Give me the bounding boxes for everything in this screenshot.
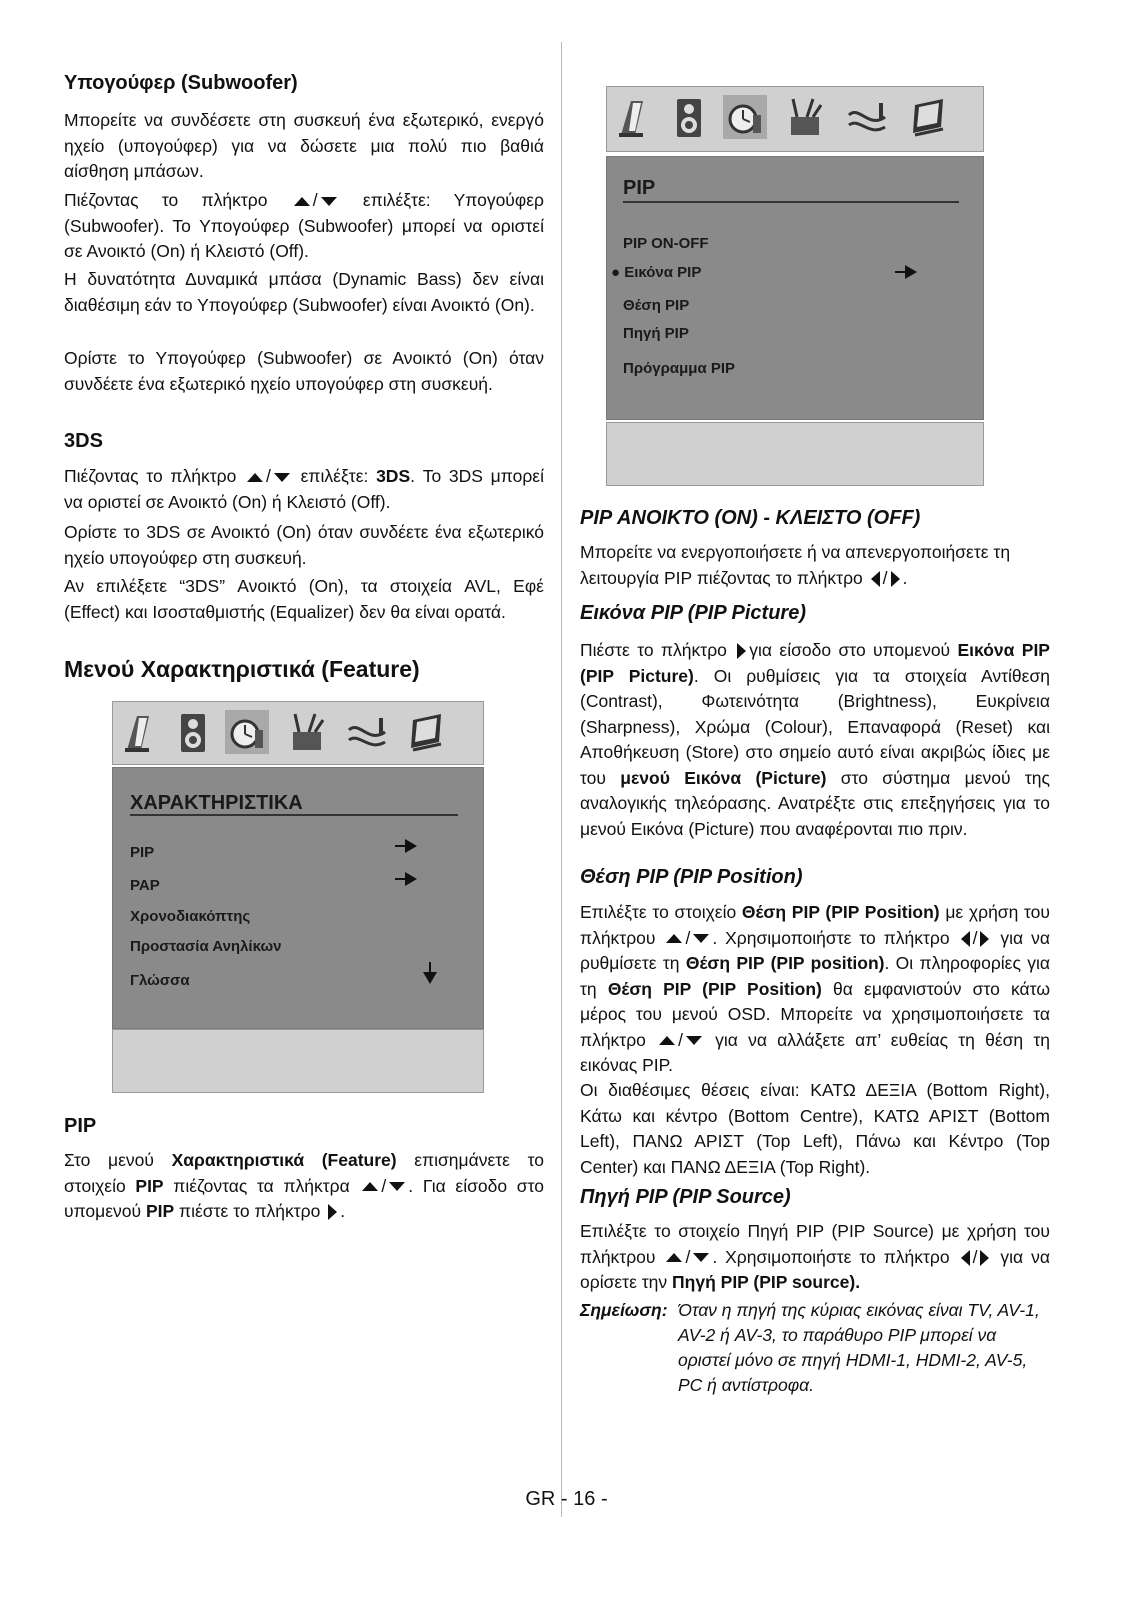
feature-menu-item-parental[interactable]: Προστασία Ανηλίκων — [130, 938, 282, 955]
speaker-icon — [171, 710, 215, 754]
right-arrow-icon — [891, 571, 900, 587]
pip-heading: PIP — [64, 1115, 97, 1137]
pip-menu-item-program[interactable]: Πρόγραμμα PIP — [623, 360, 736, 377]
subwoofer-heading: Υπογούφερ (Subwoofer) — [64, 72, 298, 94]
feature-osd-title: ΧΑΡΑΚΤΗΡΙΣΤΙΚΑ — [130, 792, 303, 814]
feature-menu-item-language[interactable]: Γλώσσα — [130, 972, 190, 989]
osd-footer-bar — [606, 422, 984, 486]
cables-icon — [345, 710, 389, 754]
up-arrow-icon — [666, 1253, 682, 1262]
osd-title-rule — [623, 201, 959, 203]
clock-feature-icon — [723, 95, 767, 139]
down-arrow-icon — [693, 934, 709, 943]
right-arrow-icon — [395, 871, 417, 887]
osd-title-rule — [130, 814, 458, 816]
down-arrow-icon — [321, 197, 337, 206]
up-arrow-icon — [659, 1036, 675, 1045]
3ds-para-3: Αν επιλέξετε “3DS” Ανοικτό (On), τα στοιχεία AVL, Εφέ (Effect) και Ισοσταθμιστής (Equalizer) δεν θα είναι ορατά. — [64, 576, 544, 622]
right-arrow-icon — [395, 838, 417, 854]
down-arrow-icon — [389, 1182, 405, 1191]
pip-position-heading: Θέση PIP (PIP Position) — [580, 866, 803, 888]
pip-menu-item-onoff[interactable]: PIP ON-OFF — [623, 235, 709, 252]
cables-icon — [845, 95, 889, 139]
subwoofer-para-4: Ορίστε το Υπογούφερ (Subwoofer) σε Ανοικτό (On) όταν συνδέετε ένα εξωτερικό ηχείο υπογούφερ στη συσκευή. — [64, 348, 544, 394]
pip-picture-para: Πιέστε το πλήκτρο για είσοδο στο υπομενού Εικόνα PIP (PIP Picture). Οι ρυθμίσεις για τα στοιχεία Αντίθεση (Contrast), Φωτεινότητα (Brightness), Ευκρίνεια (Sharpness), Χρώμα (Colour), Επαναφορά (Reset) και Αποθήκευση (Store) στο σημείο αυτό είναι ακριβώς ίδιες με του μενού Εικόνα (Picture) στο σύστημα μενού της αναλογικής τηλεόρασης. Ανατρέξτε στις επεξηγήσεις για το μενού Εικόνα (Picture) που αναφέρονται πιο πριν. — [580, 640, 1050, 839]
down-arrow-icon — [686, 1036, 702, 1045]
subwoofer-para-1: Μπορείτε να συνδέσετε στη συσκευή ένα εξωτερικό, ενεργό ηχείο (υπογούφερ) για να δώσετε μια πολύ πιο βαθιά αίσθηση μπάσων. — [64, 110, 544, 181]
left-arrow-icon — [961, 1250, 970, 1266]
up-arrow-icon — [362, 1182, 378, 1191]
pip-menu-item-position[interactable]: Θέση PIP — [623, 297, 690, 314]
tv-source-icon — [405, 710, 449, 754]
up-arrow-icon — [247, 473, 263, 482]
tv-source-icon — [907, 95, 951, 139]
right-arrow-icon — [895, 264, 917, 280]
left-arrow-icon — [871, 571, 880, 587]
pip-picture-heading: Εικόνα PIP (PIP Picture) — [580, 602, 806, 624]
right-arrow-icon — [980, 931, 989, 947]
right-arrow-icon — [737, 643, 746, 659]
tools-icon — [285, 710, 329, 754]
down-arrow-icon — [274, 473, 290, 482]
pip-source-para: Επιλέξτε το στοιχείο Πηγή PIP (PIP Source) με χρήση του πλήκτρου / . Χρησιμοποιήστε το πλήκτρο / για να ορίσετε την Πηγή PIP (PIP source). — [580, 1221, 1050, 1292]
feature-menu-item-pap[interactable]: PAP — [130, 877, 160, 894]
pip-onoff-heading: PIP ΑΝΟΙΚΤΟ (ON) - ΚΛΕΙΣΤΟ (OFF) — [580, 507, 921, 529]
pip-menu-item-picture[interactable]: ● Εικόνα PIP — [611, 264, 702, 281]
up-arrow-icon — [666, 934, 682, 943]
note-label: Σημείωση: — [580, 1300, 668, 1320]
right-arrow-icon — [328, 1204, 337, 1220]
pip-osd-title: PIP — [623, 177, 656, 199]
feature-menu-item-pip[interactable]: PIP — [130, 844, 155, 861]
pip-para-1: Στο μενού Χαρακτηριστικά (Feature) επισημάνετε το στοιχείο PIP πιέζοντας τα πλήκτρα / . Για είσοδο στο υπομενού PIP πιέστε το πλήκτρο . — [64, 1150, 544, 1221]
3ds-para-1: Πιέζοντας το πλήκτρο / επιλέξτε: 3DS. Το 3DS μπορεί να οριστεί σε Ανοικτό (On) ή Κλειστό (Off). — [64, 466, 544, 512]
monitor-icon — [119, 710, 163, 754]
pip-position-para-2: Οι διαθέσιμες θέσεις είναι: ΚΑΤΩ ΔΕΞΙΑ (Bottom Right), Κάτω και κέντρο (Bottom Centre), ΚΑΤΩ ΑΡΙΣΤ (Bottom Left), ΠΑΝΩ ΑΡΙΣΤ (Top Left), Πάνω και Κέντρο (Top Center) και ΠΑΝΩ ΔΕΞΙΑ (Top Right). — [580, 1080, 1050, 1177]
osd-footer-bar — [112, 1029, 484, 1093]
osd-icon-bar — [112, 701, 484, 765]
selection-bullet: ● — [611, 264, 621, 281]
clock-feature-icon — [225, 710, 269, 754]
feature-heading: Μενού Χαρακτηριστικά (Feature) — [64, 656, 420, 682]
down-arrow-icon — [423, 962, 437, 984]
note-text: Όταν η πηγή της κύριας εικόνας είναι TV, AV-1, AV-2 ή AV-3, το παράθυρο PIP μπορεί να οριστεί μόνο σε πηγή HDMI-1, HDMI-2, AV-5, PC ή αντίστροφα. — [678, 1300, 1040, 1395]
left-arrow-icon — [961, 931, 970, 947]
subwoofer-para-3: Η δυνατότητα Δυναμικά μπάσα (Dynamic Bass) δεν είναι διαθέσιμη εάν το Υπογούφερ (Subwoofer) είναι Ανοικτό (On). — [64, 269, 544, 315]
feature-osd-panel — [112, 767, 484, 1029]
osd-icon-bar — [606, 86, 984, 152]
feature-menu-item-timer[interactable]: Χρονοδιακόπτης — [130, 908, 251, 925]
tools-icon — [783, 95, 827, 139]
pip-position-para-1: Επιλέξτε το στοιχείο Θέση PIP (PIP Position) με χρήση του πλήκτρου / . Χρησιμοποιήστε το πλήκτρο / για να ρυθμίσετε τη Θέση PIP (PIP position). Οι πληροφορίες για τη Θέση PIP (PIP Position) θα εμφανιστούν στο κάτω μέρος του μενού OSD. Μπορείτε να χρησιμοποιήσετε τα πλήκτρο / για να αλλάξετε απ’ ευθείας τη θέση τη εικόνας PIP. — [580, 902, 1050, 1075]
right-arrow-icon — [980, 1250, 989, 1266]
pip-onoff-para: Μπορείτε να ενεργοποιήσετε ή να απενεργοποιήσετε τη λειτουργία PIP πιέζοντας το πλήκτρο / . — [580, 542, 1011, 588]
subwoofer-para-2: Πιέζοντας το πλήκτρο / επιλέξτε: Υπογούφερ (Subwoofer). Το Υπογούφερ (Subwoofer) μπορεί να οριστεί σε Ανοικτό (On) ή Κλειστό (Off). — [64, 190, 544, 261]
pip-source-heading: Πηγή PIP (PIP Source) — [580, 1186, 791, 1208]
3ds-para-2: Ορίστε το 3DS σε Ανοικτό (On) όταν συνδέετε ένα εξωτερικό ηχείο υπογούφερ στη συσκευή. — [64, 522, 544, 568]
monitor-icon — [613, 95, 657, 139]
pip-menu-item-source[interactable]: Πηγή PIP — [623, 325, 689, 342]
speaker-icon — [667, 95, 711, 139]
pip-osd-panel — [606, 156, 984, 420]
3ds-heading: 3DS — [64, 430, 103, 452]
column-divider — [561, 42, 562, 1517]
up-arrow-icon — [294, 197, 310, 206]
down-arrow-icon — [693, 1253, 709, 1262]
page-number: GR - 16 - — [525, 1488, 608, 1510]
